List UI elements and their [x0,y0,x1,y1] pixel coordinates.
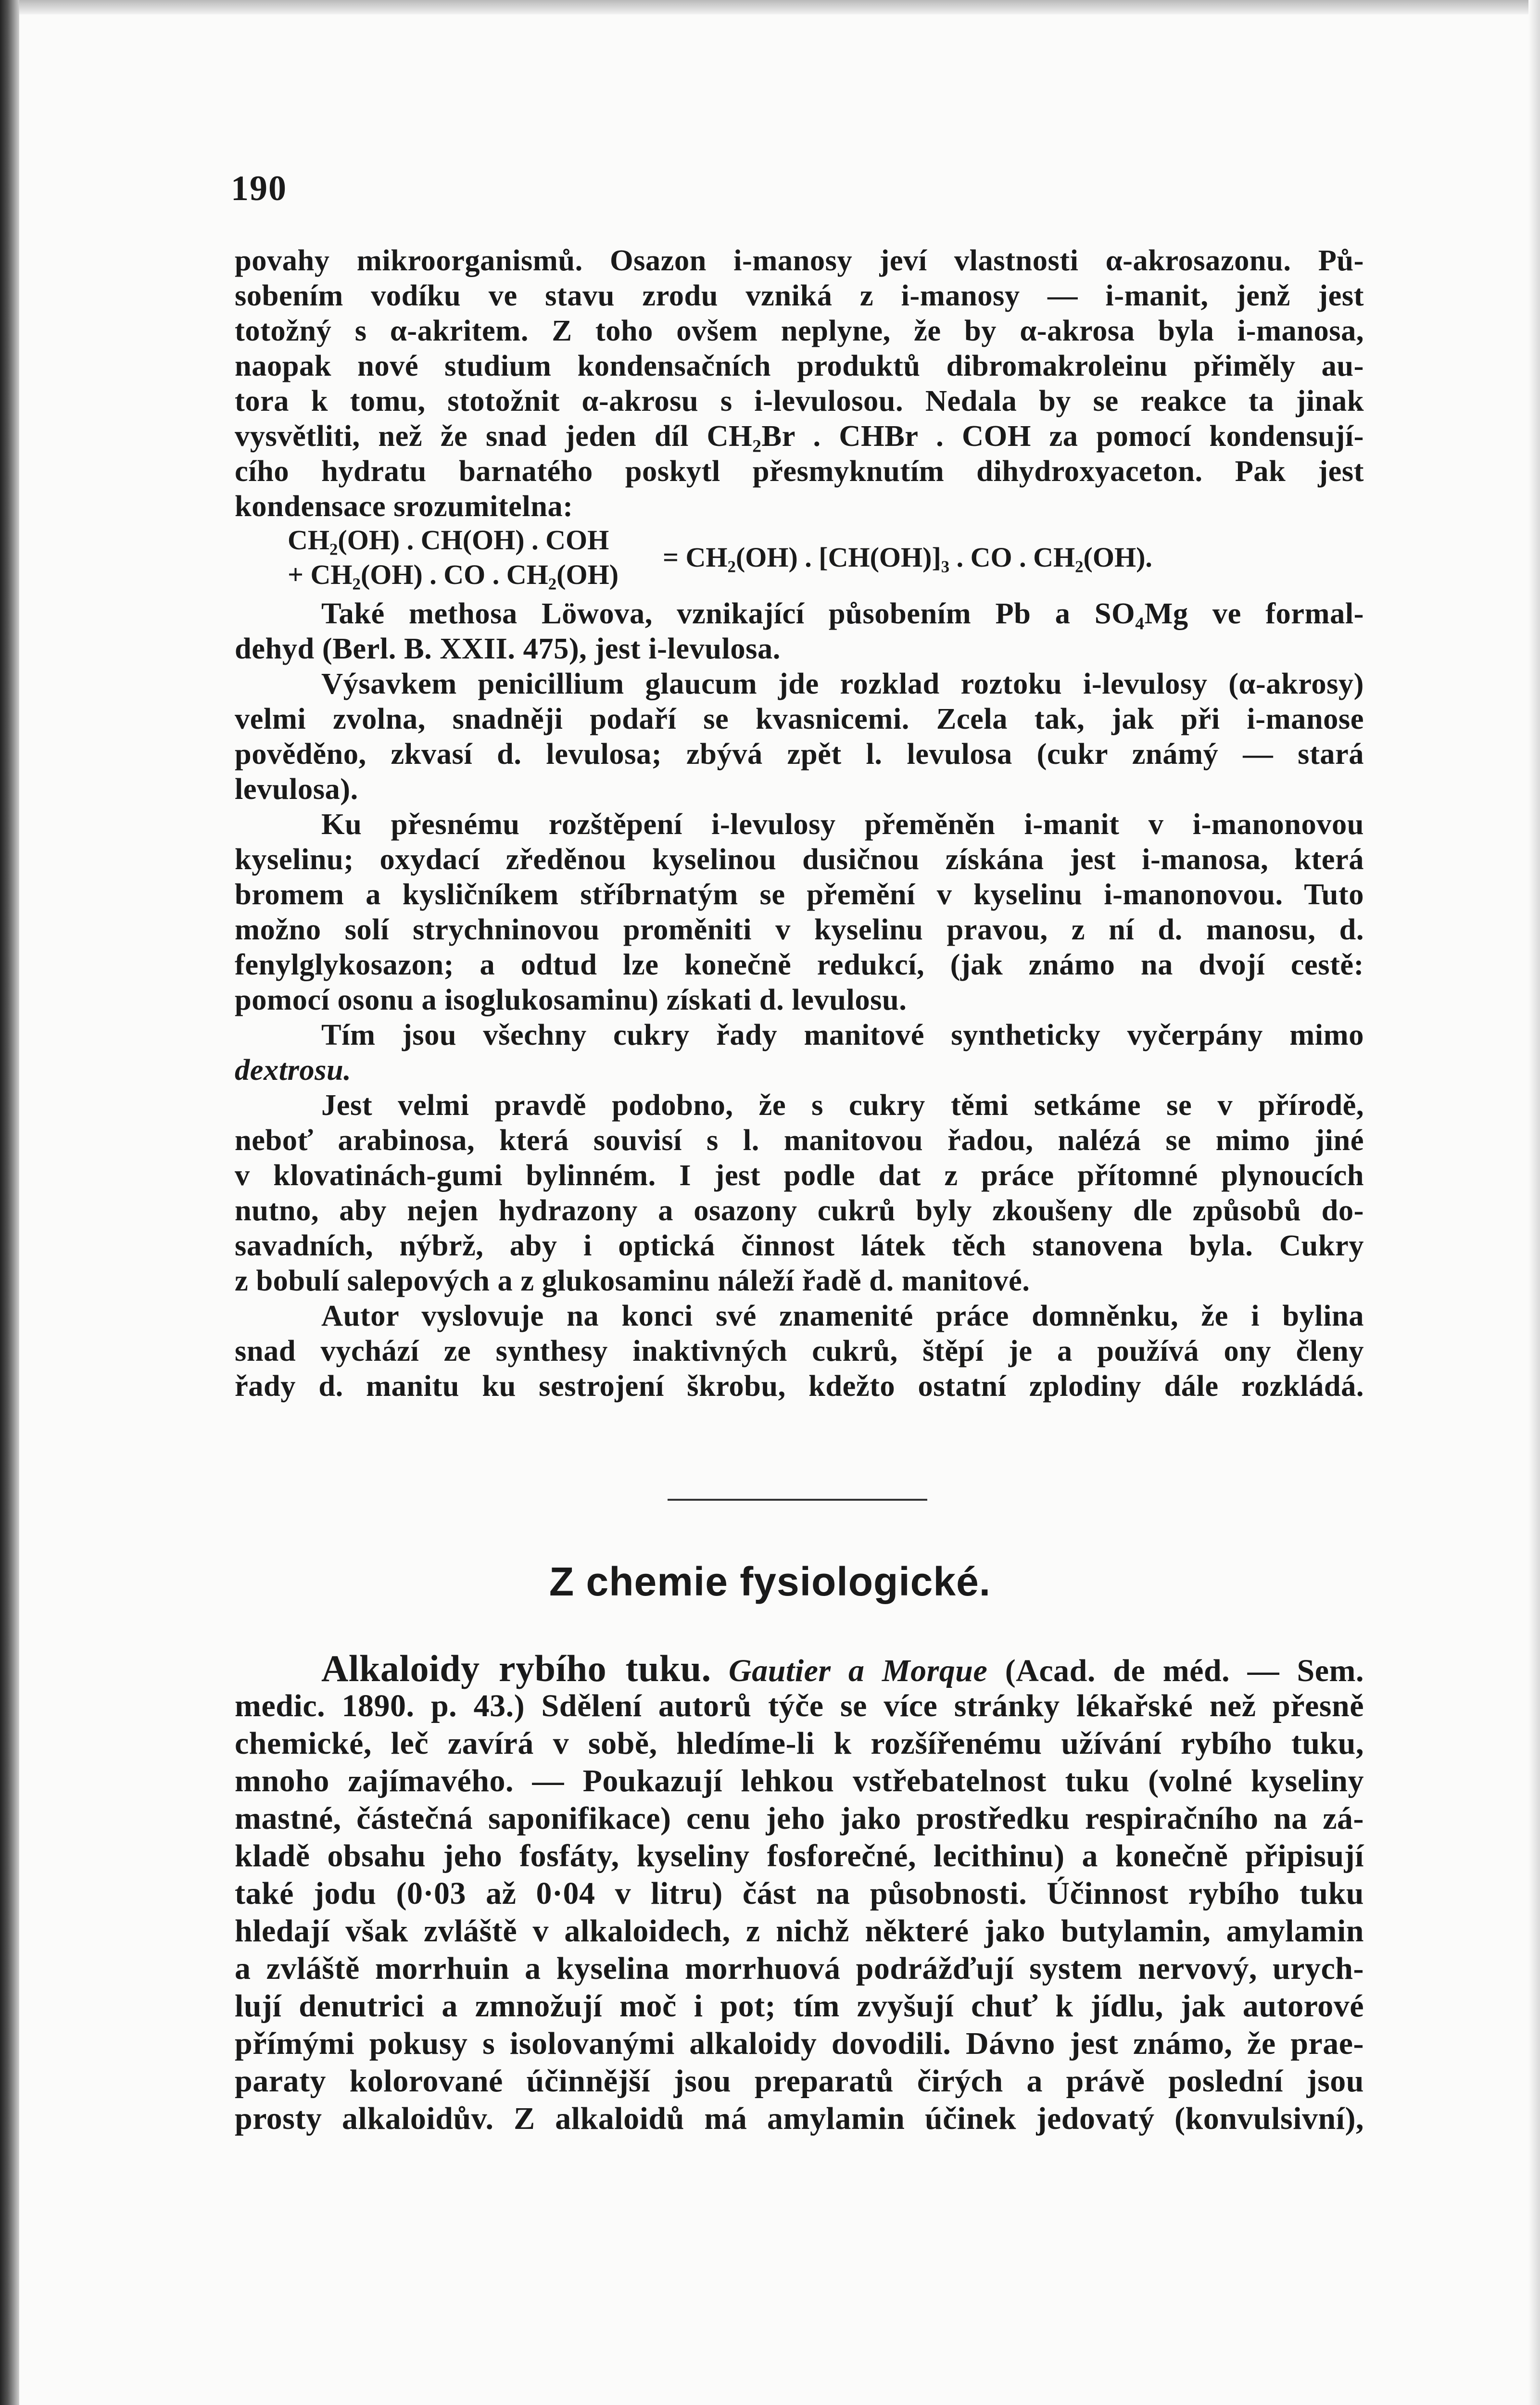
text-line: snad vychází ze synthesy inaktivných cukrů, štěpí je a používá ony členy [235,1334,1364,1367]
text-line: Autor vyslovuje na konci své znamenité práce domněnku, že i bylina [321,1299,1364,1332]
text-line: sobením vodíku ve stavu zrodu vzniká z i-manosy — i-manit, jenž jest [235,278,1364,312]
paragraph-7 [235,1298,1364,1404]
article-citation: (Acad. de méd. — Sem. [1005,1653,1364,1688]
text-line: levulosa). [235,772,358,806]
text-line: hledají však zvláště v alkaloidech, z nichž některé jako butylamin, amylamin [235,1913,1364,1949]
text-line: nutno, aby nejen hydrazony a osazony cukrů byly zkoušeny dle způsobů do- [235,1193,1364,1227]
formula-right-side: = CH₂(OH) . [CH(OH)]₃ . CO . CH₂(OH). [663,542,1152,573]
text-line: a zvláště morrhuin a kyselina morrhuová podrážďují system nervový, urych- [235,1951,1364,1986]
scan-shadow-right [1528,0,1540,2405]
formula-left-line-2: + CH₂(OH) . CO . CH₂(OH) [288,559,619,590]
scan-shadow-top [0,0,1540,14]
text-line: z bobulí salepových a z glukosaminu náleží řadě d. manitové. [235,1264,1030,1297]
text-line: řady d. manitu ku sestrojení škrobu, kdežto ostatní zplodiny dále rozkládá. [235,1369,1364,1403]
text-line: kondensace srozumitelna: [235,489,573,523]
text-line: naopak nové studium kondensačních produktů dibromakroleinu přiměly au- [235,349,1364,382]
text-line: tora k tomu, stotožnit α-akrosu s i-levulosou. Nedala by se reakce ta jinak [235,384,1364,418]
text-line: kyselinu; oxydací zředěnou kyselinou dusičnou získána jest i-manosa, která [235,842,1364,876]
paragraph-1 [235,243,1364,524]
text-line: dehyd (Berl. B. XXII. 475), jest i-levulosa. [235,632,781,665]
paragraph-5 [235,1017,1364,1088]
text-line: dextrosu. [235,1053,352,1087]
paragraph-4 [235,807,1364,1017]
text-line: mnoho zajímavého. — Poukazují lehkou vstřebatelnost tuku (volné kyseliny [235,1763,1364,1798]
text-line: přímými pokusy s isolovanými alkaloidy dovodili. Dávno jest známo, že prae- [235,2026,1364,2061]
article-authors: Gautier a Morque [729,1653,988,1688]
text-line: velmi zvolna, snadněji podaří se kvasnicemi. Zcela tak, jak při i-manose [235,702,1364,735]
article-block [235,1647,1364,2138]
text-line: také jodu (0·03 až 0·04 v litru) část na působnosti. Účinnost rybího tuku [235,1876,1364,1911]
text-line: lují denutrici a zmnožují moč i pot; tím zvyšují chuť k jídlu, jak autorové [235,1988,1364,2024]
text-line: Tím jsou všechny cukry řady manitové syntheticky vyčerpány mimo [321,1018,1364,1051]
section-divider [668,1499,927,1501]
text-line: pomocí osonu a isoglukosaminu) získati d. levulosu. [235,983,907,1016]
text-line: vysvětliti, než že snad jeden díl CH₂Br . CHBr . COH za pomocí kondensují- [235,419,1364,453]
paragraph-3 [235,666,1364,807]
text-line: Ku přesnému rozštěpení i-levulosy přeměněn i-manit v i-manonovou [321,807,1364,841]
text-line: bromem a kysličníkem stříbrnatým se přemění v kyselinu i-manonovou. Tuto [235,877,1364,911]
text-line: medic. 1890. p. 43.) Sdělení autorů týče se více stránky lékařské než přesně [235,1688,1364,1723]
formula-left-line-1: CH₂(OH) . CH(OH) . COH [288,524,609,556]
text-line: paraty kolorované účinnější jsou preparatů čirých a právě poslední jsou [235,2063,1364,2099]
text-line: neboť arabinosa, která souvisí s l. manitovou řadou, nalézá se mimo jiné [235,1123,1364,1157]
text-line: pověděno, zkvasí d. levulosa; zbývá zpět l. levulosa (cukr známý — stará [235,737,1364,771]
scan-shadow-left [0,0,19,2405]
article-title: Alkaloidy rybího tuku. [321,1647,711,1689]
text-line: Také methosa Löwova, vznikající působením Pb a SO₄Mg ve formal- [321,596,1364,630]
text-line: Výsavkem penicillium glaucum jde rozklad roztoku i-levulosy (α-akrosy) [321,667,1364,700]
text-line: možno solí strychninovou proměniti v kyselinu pravou, z ní d. manosu, d. [235,912,1364,946]
text-line: v klovatinách-gumi bylinném. I jest podle dat z práce přítomné plynoucích [235,1158,1364,1192]
text-line: fenylglykosazon; a odtud lze konečně redukcí, (jak známo na dvojí cestě: [235,948,1364,981]
text-line: mastné, částečná saponifikace) cenu jeho jako prostředku respiračního na zá- [235,1801,1364,1836]
text-line: chemické, leč zavírá v sobě, hledíme-li k rozšířenému užívání rybího tuku, [235,1726,1364,1761]
text-line: povahy mikroorganismů. Osazon i-manosy jeví vlastnosti α-akrosazonu. Pů- [235,243,1364,277]
text-line: totožný s α-akritem. Z toho ovšem neplyne, že by α-akrosa byla i-manosa, [235,314,1364,347]
text-line: prosty alkaloidův. Z alkaloidů má amylamin účinek jedovatý (konvulsivní), [235,2101,1364,2136]
text-line: kladě obsahu jeho fosfáty, kyseliny fosforečné, lecithinu) a konečně připisují [235,1838,1364,1873]
text-line: Jest velmi pravdě podobno, že s cukry těmi setkáme se v přírodě, [321,1088,1364,1122]
text-line: cího hydratu barnatého poskytl přesmyknutím dihydroxyaceton. Pak jest [235,454,1364,488]
article-first-line [235,1647,1364,1689]
page-number: 190 [231,169,287,208]
text-line: savadních, nýbrž, aby i optická činnost látek těch stanovena byla. Cukry [235,1228,1364,1262]
chemical-formula [235,524,1364,596]
paragraph-2 [235,596,1364,666]
paragraph-6 [235,1088,1364,1298]
upper-text-block [235,243,1364,1404]
section-heading: Z chemie fysiologické. [549,1559,991,1604]
